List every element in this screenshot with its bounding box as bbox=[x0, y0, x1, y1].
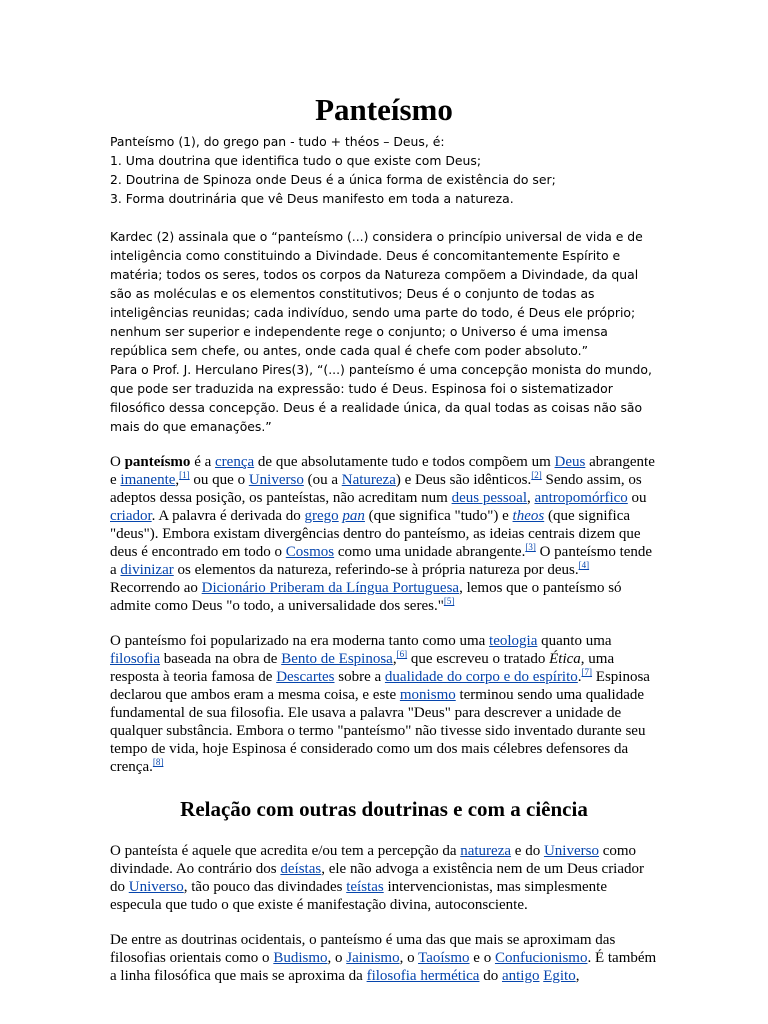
link-natureza[interactable]: Natureza bbox=[341, 472, 396, 488]
text: terminou sendo uma qualidade fundamental de sua filosofia. Ele usava a palavra "Deus" para descrever a unidade de qualquer substância. Embora o termo "panteísmo" não tivesse sido inventado durante seu tempo de vida, hoje Espinosa é considerado como um dos mais célebres defensores da crença. bbox=[110, 687, 646, 775]
link-filosofia-hermetica[interactable]: filosofia hermética bbox=[366, 968, 480, 984]
citation-link[interactable]: [7] bbox=[581, 667, 593, 677]
citation-link[interactable]: [1] bbox=[179, 470, 190, 480]
link-imanente[interactable]: imanente bbox=[120, 472, 176, 488]
link-theos[interactable]: theos bbox=[512, 508, 545, 524]
link-universo[interactable]: Universo bbox=[248, 472, 304, 488]
text: , lemos que o panteísmo só admite como Deus "o todo, a universalidade dos seres." bbox=[110, 580, 622, 614]
text: ) e Deus são idênticos. bbox=[395, 472, 532, 488]
text: (ou a bbox=[303, 472, 342, 488]
link-grego[interactable]: grego bbox=[304, 508, 339, 524]
link-universo[interactable]: Universo bbox=[128, 879, 184, 895]
link-natureza[interactable]: natureza bbox=[460, 843, 512, 859]
citation-link[interactable]: [8] bbox=[152, 757, 164, 767]
bold-term: panteísmo bbox=[124, 454, 191, 470]
link-egito[interactable]: Egito bbox=[543, 968, 576, 984]
text: Recorrendo ao bbox=[110, 580, 202, 596]
text: , uma resposta à teoria famosa de bbox=[110, 651, 615, 685]
intro-line: 3. Forma doutrinária que vê Deus manifesto em toda a natureza. bbox=[110, 191, 514, 206]
link-divinizar[interactable]: divinizar bbox=[120, 562, 174, 578]
intro-line: Panteísmo (1), do grego pan - tudo + théos – Deus, é: bbox=[110, 134, 445, 149]
citation-link[interactable]: [5] bbox=[443, 596, 455, 606]
text: de que absolutamente tudo e todos compõem um bbox=[254, 454, 555, 470]
text: baseada na obra de bbox=[160, 651, 282, 667]
paragraph-definition bbox=[110, 453, 658, 615]
text: que escreveu o tratado bbox=[407, 651, 550, 667]
text: O panteísmo tende a bbox=[110, 544, 653, 578]
citation-link[interactable]: [4] bbox=[578, 560, 590, 570]
text: Espinosa declarou que ambos eram a mesma coisa, e este bbox=[110, 669, 650, 703]
link-bento-de-espinosa[interactable]: Bento de Espinosa bbox=[281, 651, 393, 667]
text: quanto uma bbox=[537, 633, 612, 649]
citation-link[interactable]: [6] bbox=[396, 649, 408, 659]
text: do bbox=[479, 968, 502, 984]
link-antigo[interactable]: antigo bbox=[501, 968, 540, 984]
intro-line: 1. Uma doutrina que identifica tudo o que existe com Deus; bbox=[110, 153, 482, 168]
text: , bbox=[175, 472, 180, 488]
spacer bbox=[110, 208, 658, 227]
link-taoismo[interactable]: Taoísmo bbox=[418, 950, 470, 966]
spacer bbox=[110, 436, 658, 453]
text: , tão pouco das divindades bbox=[183, 879, 347, 895]
text: , o bbox=[399, 950, 419, 966]
link-crenca[interactable]: crença bbox=[215, 454, 255, 470]
link-pan[interactable]: pan bbox=[342, 508, 365, 524]
spacer bbox=[110, 615, 658, 632]
text: . É também a linha filosófica que mais se aproxima da bbox=[110, 950, 657, 984]
text: sobre a bbox=[334, 669, 385, 685]
text: intervencionistas, mas simplesmente especula que tudo o que existe é manifestação divina, autoconsciente. bbox=[110, 879, 608, 913]
text: e o bbox=[469, 950, 495, 966]
link-deus[interactable]: Deus bbox=[554, 454, 586, 470]
text: os elementos da natureza, referindo-se à própria natureza por deus. bbox=[173, 562, 579, 578]
link-deus-pessoal[interactable]: deus pessoal bbox=[451, 490, 527, 506]
link-dualidade[interactable]: dualidade do corpo e do espírito bbox=[384, 669, 578, 685]
text: (que significa "deus"). Embora existam divergências dentro do panteísmo, as ideias centrais dizem que deus é encontrado em todo o bbox=[110, 508, 641, 560]
page-title: Panteísmo bbox=[315, 92, 453, 127]
citation-link[interactable]: [2] bbox=[531, 470, 542, 480]
text: como divindade. Ao contrário dos bbox=[110, 843, 637, 877]
link-dicionario-priberam[interactable]: Dicionário Priberam da Língua Portuguesa bbox=[201, 580, 460, 596]
link-antropomorfico[interactable]: antropomórfico bbox=[534, 490, 628, 506]
text: ou bbox=[627, 490, 647, 506]
text: De entre as doutrinas ocidentais, o panteísmo é uma das que mais se aproximam das filosofias orientais como o bbox=[110, 932, 616, 966]
text: abrangente e bbox=[110, 454, 655, 488]
section-heading: Relação com outras doutrinas e com a ciência bbox=[180, 797, 588, 821]
paragraph-spinoza bbox=[110, 632, 658, 776]
text: e do bbox=[511, 843, 544, 859]
link-jainismo[interactable]: Jainismo bbox=[346, 950, 400, 966]
paragraph-pantheist bbox=[110, 842, 658, 914]
link-descartes[interactable]: Descartes bbox=[276, 669, 335, 685]
link-budismo[interactable]: Budismo bbox=[273, 950, 328, 966]
text: , o bbox=[327, 950, 347, 966]
link-cosmos[interactable]: Cosmos bbox=[285, 544, 335, 560]
text: , bbox=[575, 968, 580, 984]
text: como uma unidade abrangente. bbox=[334, 544, 526, 560]
link-filosofia[interactable]: filosofia bbox=[110, 651, 160, 667]
text: ou que o bbox=[189, 472, 249, 488]
text: , bbox=[526, 490, 535, 506]
italic-title: Ética bbox=[549, 651, 581, 667]
text: Sendo assim, os adeptos dessa posição, os panteístas, não acreditam num bbox=[110, 472, 642, 506]
intro-line: 2. Doutrina de Spinoza onde Deus é a única forma de existência do ser; bbox=[110, 172, 556, 187]
spacer bbox=[110, 914, 658, 931]
text: O bbox=[110, 454, 125, 470]
text: (que significa "tudo") e bbox=[364, 508, 513, 524]
link-teologia[interactable]: teologia bbox=[489, 633, 538, 649]
document-page bbox=[110, 92, 658, 985]
paragraph-eastern bbox=[110, 931, 658, 985]
link-confucionismo[interactable]: Confucionismo bbox=[494, 950, 588, 966]
link-teistas[interactable]: teístas bbox=[346, 879, 384, 895]
section-heading-wrap bbox=[110, 796, 658, 822]
text: O panteísta é aquele que acredita e/ou tem a percepção da bbox=[110, 843, 461, 859]
text: O panteísmo foi popularizado na era moderna tanto como uma bbox=[110, 633, 490, 649]
link-deistas[interactable]: deístas bbox=[280, 861, 322, 877]
herculano-quote: Para o Prof. J. Herculano Pires(3), “(...) panteísmo é uma concepção monista do mundo, que pode ser traduzida na expressão: tudo é Deus. Espinosa foi o sistematizador filosófico dessa concepção. Deus é a realidade única, da qual todas as coisas não são mais do que emanações.” bbox=[110, 362, 652, 434]
text: é a bbox=[190, 454, 216, 470]
kardec-quote: Kardec (2) assinala que o “panteísmo (...) considera o princípio universal de vida e de inteligência como constituindo a Divindade. Deus é concomitantemente Espírito e matéria; todos os seres, todos os corpos da Natureza compõem a Divindade, da qual são as moléculas e os elementos constitutivos; Deus é o conjunto de todas as inteligências reunidas; cada indivíduo, sendo uma parte do todo, é Deus ele próprio; nenhum ser superior e independente rege o conjunto; o Universo é uma imensa república sem chefe, ou antes, onde cada qual é chefe com poder absoluto.” bbox=[110, 229, 643, 358]
text: , ele não advoga a existência nem de um Deus criador do bbox=[110, 861, 645, 895]
link-criador[interactable]: criador bbox=[110, 508, 152, 524]
link-monismo[interactable]: monismo bbox=[399, 687, 456, 703]
text: . A palavra é derivada do bbox=[151, 508, 305, 524]
citation-link[interactable]: [3] bbox=[525, 542, 536, 552]
text: . bbox=[577, 669, 582, 685]
text: , bbox=[392, 651, 397, 667]
link-universo[interactable]: Universo bbox=[543, 843, 599, 859]
